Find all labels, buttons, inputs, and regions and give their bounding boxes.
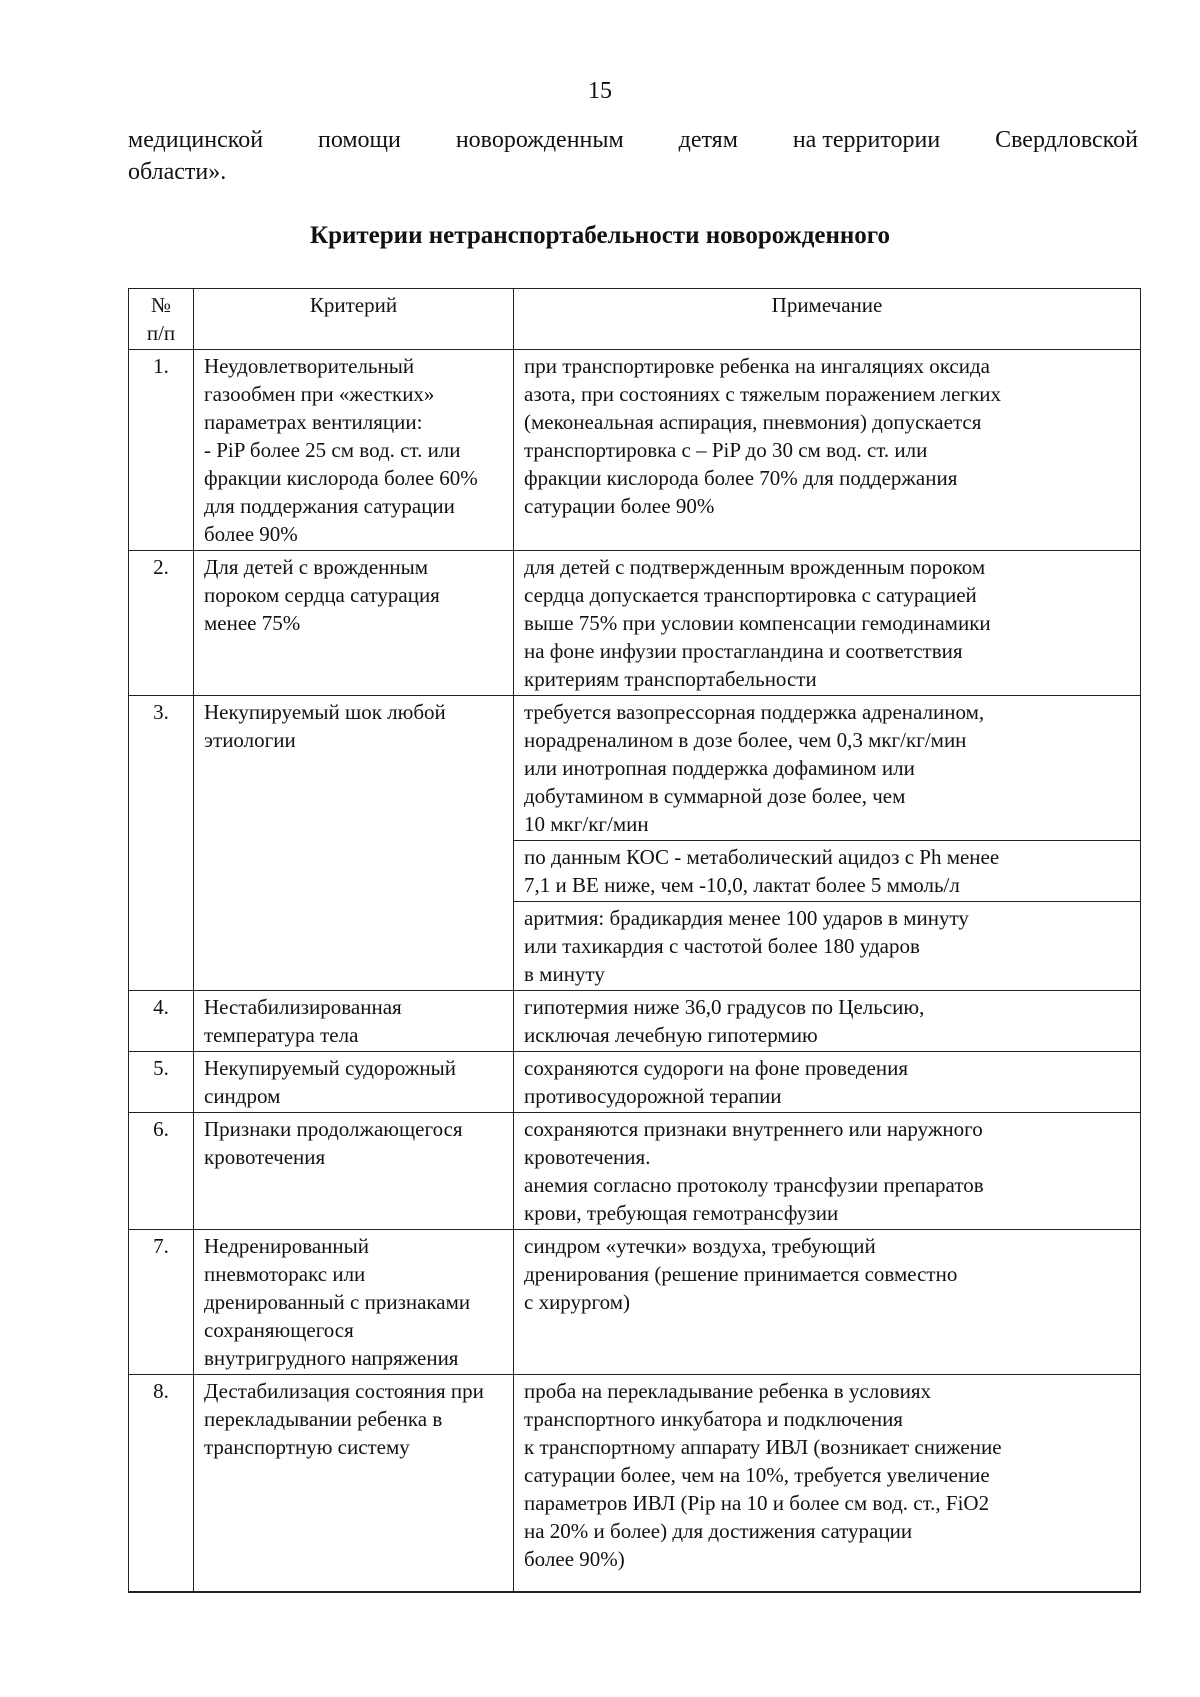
note-cell xyxy=(514,350,1141,551)
row-number: 6. xyxy=(129,1113,194,1230)
cell-text-line: Неудовлетворительный xyxy=(204,354,415,378)
note-cell xyxy=(514,841,1141,902)
table-header-row xyxy=(129,289,1141,350)
cell-text-line: Нестабилизированная xyxy=(204,995,402,1019)
cell-text-line: Недренированный xyxy=(204,1234,369,1258)
cell-text-line: дренирования (решение принимается совместно xyxy=(524,1262,958,1286)
note-cell xyxy=(514,902,1141,991)
intro-word: детям xyxy=(678,127,738,153)
cell-text-line: анемия согласно протоколу трансфузии препаратов xyxy=(524,1173,984,1197)
row-number: 8. xyxy=(129,1375,194,1593)
cell-text-line: температура тела xyxy=(204,1023,359,1047)
cell-text-line: критериям транспортабельности xyxy=(524,667,817,691)
cell-text-line: сатурации более 90% xyxy=(524,494,715,518)
intro-line-2: области». xyxy=(128,159,227,185)
cell-text-line: сохраняются признаки внутреннего или наружного xyxy=(524,1117,983,1141)
cell-text-line: транспортную систему xyxy=(204,1435,410,1459)
table-row xyxy=(129,1052,1141,1113)
cell-text-line: более 90%) xyxy=(524,1547,625,1571)
cell-text-line: фракции кислорода более 60% xyxy=(204,466,478,490)
cell-text-line: транспортного инкубатора и подключения xyxy=(524,1407,903,1431)
header-note: Примечание xyxy=(514,289,1141,350)
cell-text-line: синдром «утечки» воздуха, требующий xyxy=(524,1234,876,1258)
cell-text-line: на фоне инфузии простагландина и соответствия xyxy=(524,639,963,663)
document-title: Критерии нетранспортабельности новорожденного xyxy=(309,222,891,249)
note-cell xyxy=(514,696,1141,841)
cell-text-line: перекладывании ребенка в xyxy=(204,1407,443,1431)
cell-text-line: кровотечения. xyxy=(524,1145,651,1169)
page-number: 15 xyxy=(588,78,612,104)
intro-word: медицинской xyxy=(128,127,264,153)
note-cell xyxy=(514,1375,1141,1593)
cell-text-line: Признаки продолжающегося xyxy=(204,1117,463,1141)
cell-text-line: внутригрудного напряжения xyxy=(204,1346,459,1370)
cell-text-line: для детей с подтвержденным врожденным пороком xyxy=(524,555,986,579)
cell-text-line: параметров ИВЛ (Pip на 10 и более см вод. ст., FiO2 xyxy=(524,1491,990,1515)
cell-text-line: добутамином в суммарной дозе более, чем xyxy=(524,784,906,808)
intro-word: Свердловской xyxy=(995,127,1138,153)
cell-text-line: этиологии xyxy=(204,728,296,752)
note-cell xyxy=(514,991,1141,1052)
row-number: 2. xyxy=(129,551,194,696)
cell-text-line: проба на перекладывание ребенка в условиях xyxy=(524,1379,932,1403)
note-cell xyxy=(514,1052,1141,1113)
criterion-cell xyxy=(194,350,514,551)
criterion-cell xyxy=(194,1230,514,1375)
cell-text-line: для поддержания сатурации xyxy=(204,494,455,518)
table-row xyxy=(129,991,1141,1052)
cell-text-line: с хирургом) xyxy=(524,1290,631,1314)
table-row xyxy=(129,551,1141,696)
row-number: 7. xyxy=(129,1230,194,1375)
intro-paragraph xyxy=(128,124,1138,188)
criterion-cell xyxy=(194,551,514,696)
note-cell xyxy=(514,551,1141,696)
table-row xyxy=(129,1113,1141,1230)
cell-text-line: в минуту xyxy=(524,962,605,986)
cell-text-line: сохраняются судороги на фоне проведения xyxy=(524,1056,909,1080)
cell-text-line: - PiP более 25 см вод. ст. или xyxy=(204,438,461,462)
cell-text-line: сердца допускается транспортировка с сатурацией xyxy=(524,583,977,607)
cell-text-line: Для детей с врожденным xyxy=(204,555,429,579)
cell-text-line: гипотермия ниже 36,0 градусов по Цельсию, xyxy=(524,995,925,1019)
cell-text-line: сохраняющегося xyxy=(204,1318,354,1342)
cell-text-line: Дестабилизация состояния при xyxy=(204,1379,484,1403)
cell-text-line: пороком сердца сатурация xyxy=(204,583,440,607)
criteria-table xyxy=(128,288,1141,1593)
cell-text-line: газообмен при «жестких» xyxy=(204,382,435,406)
cell-text-line: пневмоторакс или xyxy=(204,1262,366,1286)
row-number: 1. xyxy=(129,350,194,551)
note-cell xyxy=(514,1113,1141,1230)
cell-text-line: 10 мкг/кг/мин xyxy=(524,812,649,836)
cell-text-line: (меконеальная аспирация, пневмония) допускается xyxy=(524,410,982,434)
cell-text-line: Некупируемый шок любой xyxy=(204,700,446,724)
table-row xyxy=(129,696,1141,841)
cell-text-line: фракции кислорода более 70% для поддержания xyxy=(524,466,958,490)
intro-word: на территории xyxy=(792,127,941,153)
intro-line-1 xyxy=(128,124,1138,156)
row-number: 4. xyxy=(129,991,194,1052)
cell-text-line: или тахикардия с частотой более 180 ударов xyxy=(524,934,920,958)
cell-text-line: на 20% и более) для достижения сатурации xyxy=(524,1519,913,1543)
criterion-cell xyxy=(194,1052,514,1113)
intro-word: новорожденным xyxy=(455,127,624,153)
cell-text-line: транспортировка с – PiP до 30 см вод. ст. или xyxy=(524,438,928,462)
cell-text-line: исключая лечебную гипотермию xyxy=(524,1023,818,1047)
intro-word: помощи xyxy=(317,127,401,153)
header-num xyxy=(129,289,194,350)
cell-text-line: 7,1 и BE ниже, чем -10,0, лактат более 5 ммоль/л xyxy=(524,873,960,897)
cell-text-line: по данным КОС - метаболический ацидоз с Ph менее xyxy=(524,845,1000,869)
cell-text-line: норадреналином в дозе более, чем 0,3 мкг/кг/мин xyxy=(524,728,967,752)
cell-text-line: к транспортному аппарату ИВЛ (возникает снижение xyxy=(524,1435,1002,1459)
cell-text-line: синдром xyxy=(204,1084,281,1108)
criterion-cell xyxy=(194,1113,514,1230)
cell-text-line: кровотечения xyxy=(204,1145,326,1169)
header-criterion: Критерий xyxy=(194,289,514,350)
cell-text-line: сатурации более, чем на 10%, требуется увеличение xyxy=(524,1463,990,1487)
cell-text-line: Некупируемый судорожный xyxy=(204,1056,456,1080)
cell-text-line: дренированный с признаками xyxy=(204,1290,471,1314)
cell-text-line: выше 75% при условии компенсации гемодинамики xyxy=(524,611,991,635)
cell-text-line: крови, требующая гемотрансфузии xyxy=(524,1201,839,1225)
row-number: 5. xyxy=(129,1052,194,1113)
cell-text-line: противосудорожной терапии xyxy=(524,1084,782,1108)
note-cell xyxy=(514,1230,1141,1375)
cell-text-line: менее 75% xyxy=(204,611,301,635)
cell-text-line: аритмия: брадикардия менее 100 ударов в минуту xyxy=(524,906,969,930)
cell-text-line: азота, при состояниях с тяжелым поражением легких xyxy=(524,382,1002,406)
cell-text-line: требуется вазопрессорная поддержка адреналином, xyxy=(524,700,985,724)
cell-text-line: или инотропная поддержка дофамином или xyxy=(524,756,915,780)
table-row xyxy=(129,1375,1141,1593)
criterion-cell xyxy=(194,991,514,1052)
cell-text-line: при транспортировке ребенка на ингаляциях оксида xyxy=(524,354,990,378)
criterion-cell xyxy=(194,1375,514,1593)
criterion-cell xyxy=(194,696,514,991)
header-num-line: № xyxy=(150,293,172,317)
row-number: 3. xyxy=(129,696,194,991)
header-num-line: п/п xyxy=(146,321,176,345)
cell-text-line: параметрах вентиляции: xyxy=(204,410,423,434)
table-row xyxy=(129,350,1141,551)
table-row xyxy=(129,1230,1141,1375)
cell-text-line: более 90% xyxy=(204,522,298,546)
